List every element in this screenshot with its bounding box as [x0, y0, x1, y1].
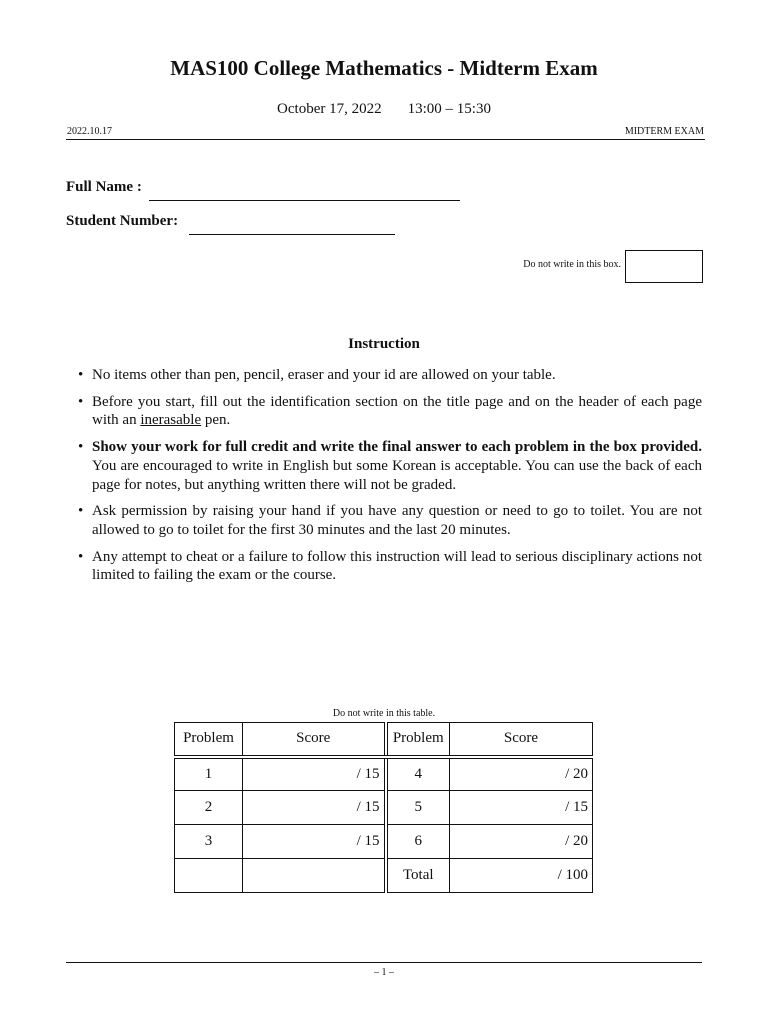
instruction-item — [78, 366, 702, 385]
instruction-text: No items other than pen, pencil, eraser and your id are allowed on your table. — [92, 367, 556, 383]
instruction-text: Any attempt to cheat or a failure to follow this instruction will lead to serious disciplinary actions not limited to failing the exam or the course. — [92, 548, 702, 584]
instruction-text: You are encouraged to write in English but some Korean is acceptable. You can use the back of each page for notes, but anything written there will not be graded. — [92, 457, 702, 493]
student-number-label: Student Number: — [66, 213, 179, 229]
header-rule — [66, 139, 705, 140]
bullet-icon: • — [78, 503, 84, 520]
footer-rule — [66, 962, 702, 963]
exam-time: 13:00 – 15:30 — [407, 101, 491, 117]
score-table-header-row — [175, 723, 593, 757]
instruction-item — [78, 548, 702, 585]
problem-score: / 20 — [450, 825, 593, 859]
empty-cell — [175, 859, 243, 893]
problem-number: 1 — [175, 757, 243, 791]
instruction-title: Instruction — [348, 336, 420, 352]
bullet-icon: • — [78, 439, 84, 456]
empty-cell — [243, 859, 386, 893]
full-name-field[interactable] — [149, 200, 460, 201]
instruction-text: Ask permission by raising your hand if you have any question or need to go to toilet. You are not allowed to go to toilet for the first 30 minutes and the last 20 minutes. — [92, 503, 702, 538]
table-row — [175, 825, 593, 859]
instruction-list — [78, 366, 702, 593]
page-number: – 1 – — [374, 967, 394, 978]
header-problem: Problem — [175, 723, 243, 757]
total-score: / 100 — [450, 859, 593, 893]
header-exam-label: MIDTERM EXAM — [624, 126, 704, 137]
instruction-item — [78, 393, 702, 430]
grader-box — [625, 250, 703, 283]
problem-score: / 20 — [450, 757, 593, 791]
instruction-text: Before you start, fill out the identification section on the title page and on the header of each page with an — [92, 393, 702, 429]
problem-score: / 15 — [243, 825, 386, 859]
problem-number: 2 — [175, 791, 243, 825]
exam-date: October 17, 2022 — [277, 101, 382, 117]
instruction-item — [78, 438, 702, 494]
header-score: Score — [243, 723, 386, 757]
header-problem: Problem — [386, 723, 450, 757]
bullet-icon: • — [78, 367, 84, 383]
header-date: 2022.10.17 — [67, 126, 112, 137]
instruction-item — [78, 502, 702, 539]
problem-number: 5 — [386, 791, 450, 825]
score-table-caption: Do not write in this table. — [332, 708, 436, 719]
table-row — [175, 757, 593, 791]
full-name-label: Full Name : — [66, 179, 142, 195]
score-table — [174, 722, 593, 893]
bullet-icon: • — [78, 548, 84, 565]
problem-score: / 15 — [243, 757, 386, 791]
exam-title: MAS100 College Mathematics - Midterm Exam — [170, 56, 598, 80]
header-score: Score — [450, 723, 593, 757]
student-number-field[interactable] — [189, 234, 395, 235]
instruction-underlined-word: inerasable — [140, 412, 202, 429]
problem-number: 4 — [386, 757, 450, 791]
instruction-text: pen. — [201, 412, 231, 429]
bullet-icon: • — [78, 393, 84, 410]
exam-date-time — [0, 101, 768, 118]
problem-number: 3 — [175, 825, 243, 859]
instruction-bold-text: Show your work for full credit and write the final answer to each problem in the box provided. — [92, 439, 702, 456]
problem-score: / 15 — [243, 791, 386, 825]
total-label: Total — [386, 859, 450, 893]
table-row-total — [175, 859, 593, 893]
problem-number: 6 — [386, 825, 450, 859]
table-row — [175, 791, 593, 825]
grader-box-note: Do not write in this box. — [523, 259, 621, 270]
problem-score: / 15 — [450, 791, 593, 825]
